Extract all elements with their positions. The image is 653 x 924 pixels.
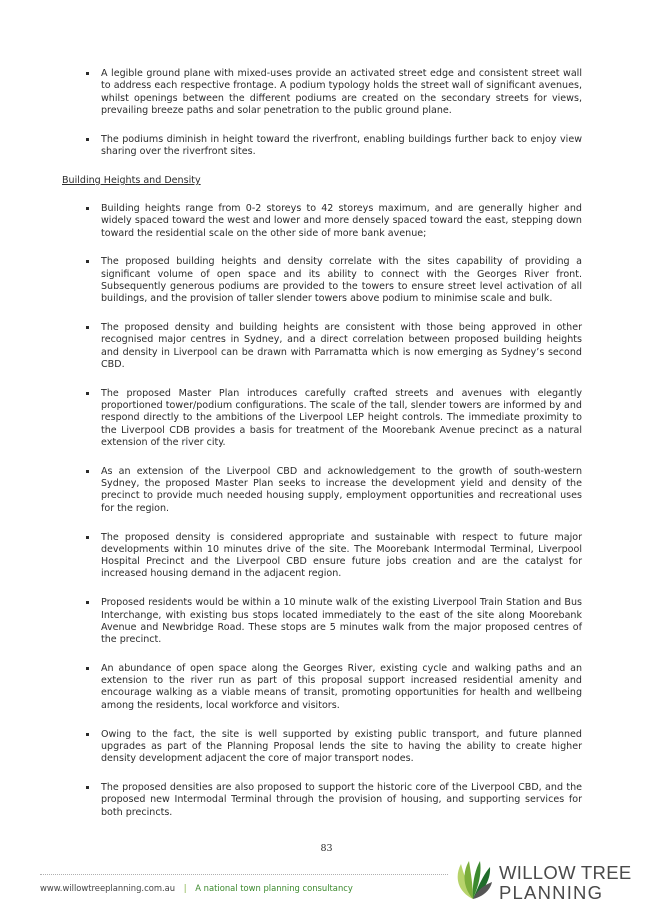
bullet-text: As an extension of the Liverpool CBD and acknowledgement to the growth of south-western Sydney, the proposed Master Plan seeks to increase the development yield and density of the precinct to provide much needed housing supply, employment opportunities and recreational uses for the region.	[101, 465, 582, 514]
bullet-text: The proposed densities are also proposed to support the historic core of the Liverpool CBD, and the proposed new Intermodal Terminal through the provision of housing, and supporting services for both precincts.	[101, 781, 582, 818]
page-number: 83	[320, 843, 333, 854]
bullet-text: The proposed density is considered appropriate and sustainable with respect to future major developments within 10 minutes drive of the site. The Moorebank Intermodal Terminal, Liverpool Hospital Precinct and the Liverpool CBD ensure future jobs creation and are the catalyst for increased housing demand in the adjacent region.	[101, 531, 582, 580]
section-bullet-list	[62, 203, 582, 819]
list-item	[62, 782, 582, 819]
list-item	[62, 203, 582, 240]
list-item	[62, 597, 582, 646]
bullet-text: The podiums diminish in height toward the riverfront, enabling buildings further back to enjoy view sharing over the riverfront sites.	[101, 133, 582, 157]
logo-text-line1: WILLOW TREE	[499, 862, 632, 883]
list-item	[62, 663, 582, 712]
list-item	[62, 532, 582, 581]
bullet-square-icon	[86, 536, 89, 539]
section-heading: Building Heights and Density	[62, 174, 201, 186]
bullet-text: Building heights range from 0-2 storeys to 42 storeys maximum, and are generally higher and widely spaced toward the west and lower and more densely spaced toward the east, stepping down toward the residential scale on the other side of more bank avenue;	[101, 203, 582, 239]
list-item	[62, 68, 582, 117]
bullet-square-icon	[86, 138, 89, 141]
footer-separator: |	[183, 883, 187, 893]
bullet-square-icon	[86, 786, 89, 789]
footer-tagline: A national town planning consultancy	[195, 883, 353, 893]
bullet-square-icon	[86, 72, 89, 75]
list-item	[62, 256, 582, 305]
document-body	[62, 68, 582, 835]
footer	[40, 883, 353, 893]
bullet-text: The proposed density and building heights are consistent with those being approved in other recognised major centres in Sydney, and a direct correlation between proposed building heights and density in Liverpool can be drawn with Parramatta which is now emerging as Sydney’s second CBD.	[101, 322, 582, 371]
footer-divider	[40, 874, 448, 875]
bullet-square-icon	[86, 392, 89, 395]
logo-text-line2: PLANNING	[499, 882, 604, 903]
bullet-text: Proposed residents would be within a 10 minute walk of the existing Liverpool Train Station and Bus Interchange, with existing bus stops located immediately to the east of the site along Moorebank Avenue and Newbridge Road. These stops are 5 minutes walk from the major proposed centres of the precinct.	[101, 597, 582, 646]
bullet-square-icon	[86, 667, 89, 670]
bullet-square-icon	[86, 470, 89, 473]
bullet-text: The proposed Master Plan introduces carefully crafted streets and avenues with elegantly proportioned tower/podium configurations. The scale of the tall, slender towers are informed by and respond directly to the ambitions of the Liverpool LEP height controls. The immediate proximity to the Liverpool CDB provides a basis for treatment of the Moorebank Avenue precinct as a natural extension of the river city.	[101, 387, 582, 449]
willow-tree-logo	[452, 859, 632, 905]
bullet-text: A legible ground plane with mixed-uses provide an activated street edge and consistent street wall to address each respective frontage. A podium typology holds the street wall of significant avenues, whilst openings between the different podiums are created on the secondary streets for views, prevailing breeze paths and solar penetration to the public ground plane.	[101, 68, 582, 116]
bullet-text: The proposed building heights and density correlate with the sites capability of providing a significant volume of open space and its ability to connect with the Georges River front. Subsequently generous podiums are provided to the towers to ensure street level activation of all buildings, and the provision of taller slender towers above podium to minimise scale and bulk.	[101, 256, 582, 305]
list-item	[62, 322, 582, 371]
list-item	[62, 466, 582, 515]
list-item	[62, 729, 582, 766]
bullet-square-icon	[86, 326, 89, 329]
bullet-square-icon	[86, 260, 89, 263]
list-item	[62, 388, 582, 449]
list-item	[62, 134, 582, 159]
bullet-square-icon	[86, 733, 89, 736]
bullet-square-icon	[86, 601, 89, 604]
bullet-square-icon	[86, 207, 89, 210]
intro-bullet-list	[62, 68, 582, 158]
footer-website-link[interactable]: www.willowtreeplanning.com.au	[40, 883, 176, 893]
willow-leaf-icon	[452, 859, 494, 901]
bullet-text: An abundance of open space along the Georges River, existing cycle and walking paths and an extension to the river run as part of this proposal support increased residential amenity and encourage walking as a viable means of transit, promoting opportunities for health and wellbeing among the residents, local workforce and visitors.	[101, 662, 582, 711]
bullet-text: Owing to the fact, the site is well supported by existing public transport, and future planned upgrades as part of the Planning Proposal lends the site to having the ability to create higher density development adjacent the core of major transport nodes.	[101, 728, 582, 765]
